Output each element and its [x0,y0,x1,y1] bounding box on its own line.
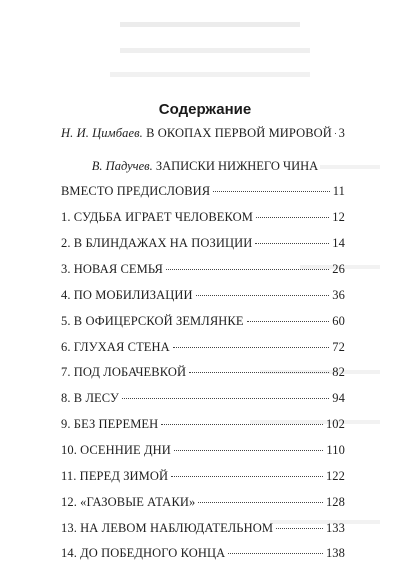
toc-entry [61,495,345,510]
toc-entry-page: 26 [332,262,345,276]
toc-entry-page: 60 [332,314,345,328]
toc-entry-page: 14 [332,236,345,250]
leader-dots [276,528,323,529]
leader-dots [174,450,324,451]
toc-entry [61,391,345,406]
leader-dots [189,372,329,373]
toc-entry-page: 72 [332,340,345,354]
toc-entry-title: 7. ПОД ЛОБАЧЕВКОЙ [61,365,187,379]
toc-entry [61,340,345,355]
toc-entry-page: 110 [326,443,345,457]
leader-dots [173,347,330,348]
toc-entry [61,184,345,199]
toc-entry-page: 94 [332,391,345,405]
toc-entry [61,546,345,561]
toc-entry [61,469,345,484]
toc-entry-title: 3. НОВАЯ СЕМЬЯ [61,262,163,276]
part-title: ЗАПИСКИ НИЖНЕГО ЧИНА [155,159,319,173]
toc-entry-page: 12 [332,210,345,224]
toc-entry-page: 82 [332,365,345,379]
leader-dots [213,191,330,192]
toc-entry-page: 11 [332,184,345,198]
part-heading [0,159,410,174]
toc-entry-title: 6. ГЛУХАЯ СТЕНА [61,340,170,354]
preface-author: Н. И. Цимбаев. [61,126,143,140]
preface-text [61,126,332,141]
toc-entry-title: 5. В ОФИЦЕРСКОЙ ЗЕМЛЯНКЕ [61,314,244,328]
leader-dots [166,269,329,270]
toc-entry-page: 128 [325,495,345,509]
toc-entry-page: 36 [332,288,345,302]
toc-entry-title: 8. В ЛЕСУ [61,391,119,405]
leader-dots [171,476,323,477]
toc-entry-title: 9. БЕЗ ПЕРЕМЕН [61,417,159,431]
toc-entry-title: 2. В БЛИНДАЖАХ НА ПОЗИЦИИ [61,236,253,250]
toc-entry [61,521,345,536]
leader-dots [228,553,323,554]
toc-entry-page: 138 [325,546,345,560]
toc-entry-title: ВМЕСТО ПРЕДИСЛОВИЯ [61,184,211,198]
toc-entry-page: 122 [325,469,345,483]
leader-dots [247,321,330,322]
toc-entry [61,314,345,329]
leader-dots [198,502,323,503]
leader-dots [161,424,323,425]
toc-entry-title: 4. ПО МОБИЛИЗАЦИИ [61,288,193,302]
leader-dots [256,217,329,218]
toc-entry-page: 102 [325,417,345,431]
leader-dots [122,398,329,399]
toc-entry-title: 14. ДО ПОБЕДНОГО КОНЦА [61,546,226,560]
part-author: В. Падучев. [91,159,153,173]
page-title: Содержание [158,101,252,118]
toc-entry [61,236,345,251]
preface-page: 3 [338,126,345,140]
toc-entry [61,262,345,277]
toc-entry [61,210,345,225]
toc-entry [61,417,345,432]
toc-entry-title: 10. ОСЕННИЕ ДНИ [61,443,171,457]
toc-entry-page: 133 [325,521,345,535]
toc-entry [61,288,345,303]
toc-entry-title: 1. СУДЬБА ИГРАЕТ ЧЕЛОВЕКОМ [61,210,253,224]
toc-entry-title: 13. НА ЛЕВОМ НАБЛЮДАТЕЛЬНОМ [61,521,274,535]
leader-dots [196,295,330,296]
leader-dots [255,243,329,244]
toc-entry [61,365,345,380]
toc-entry [61,443,345,458]
preface-entry [61,126,345,141]
preface-title: В ОКОПАХ ПЕРВОЙ МИРОВОЙ [146,126,332,140]
toc-entry-title: 12. «ГАЗОВЫЕ АТАКИ» [61,495,196,509]
toc-entry-title: 11. ПЕРЕД ЗИМОЙ [61,469,169,483]
leader-dots [335,133,336,134]
